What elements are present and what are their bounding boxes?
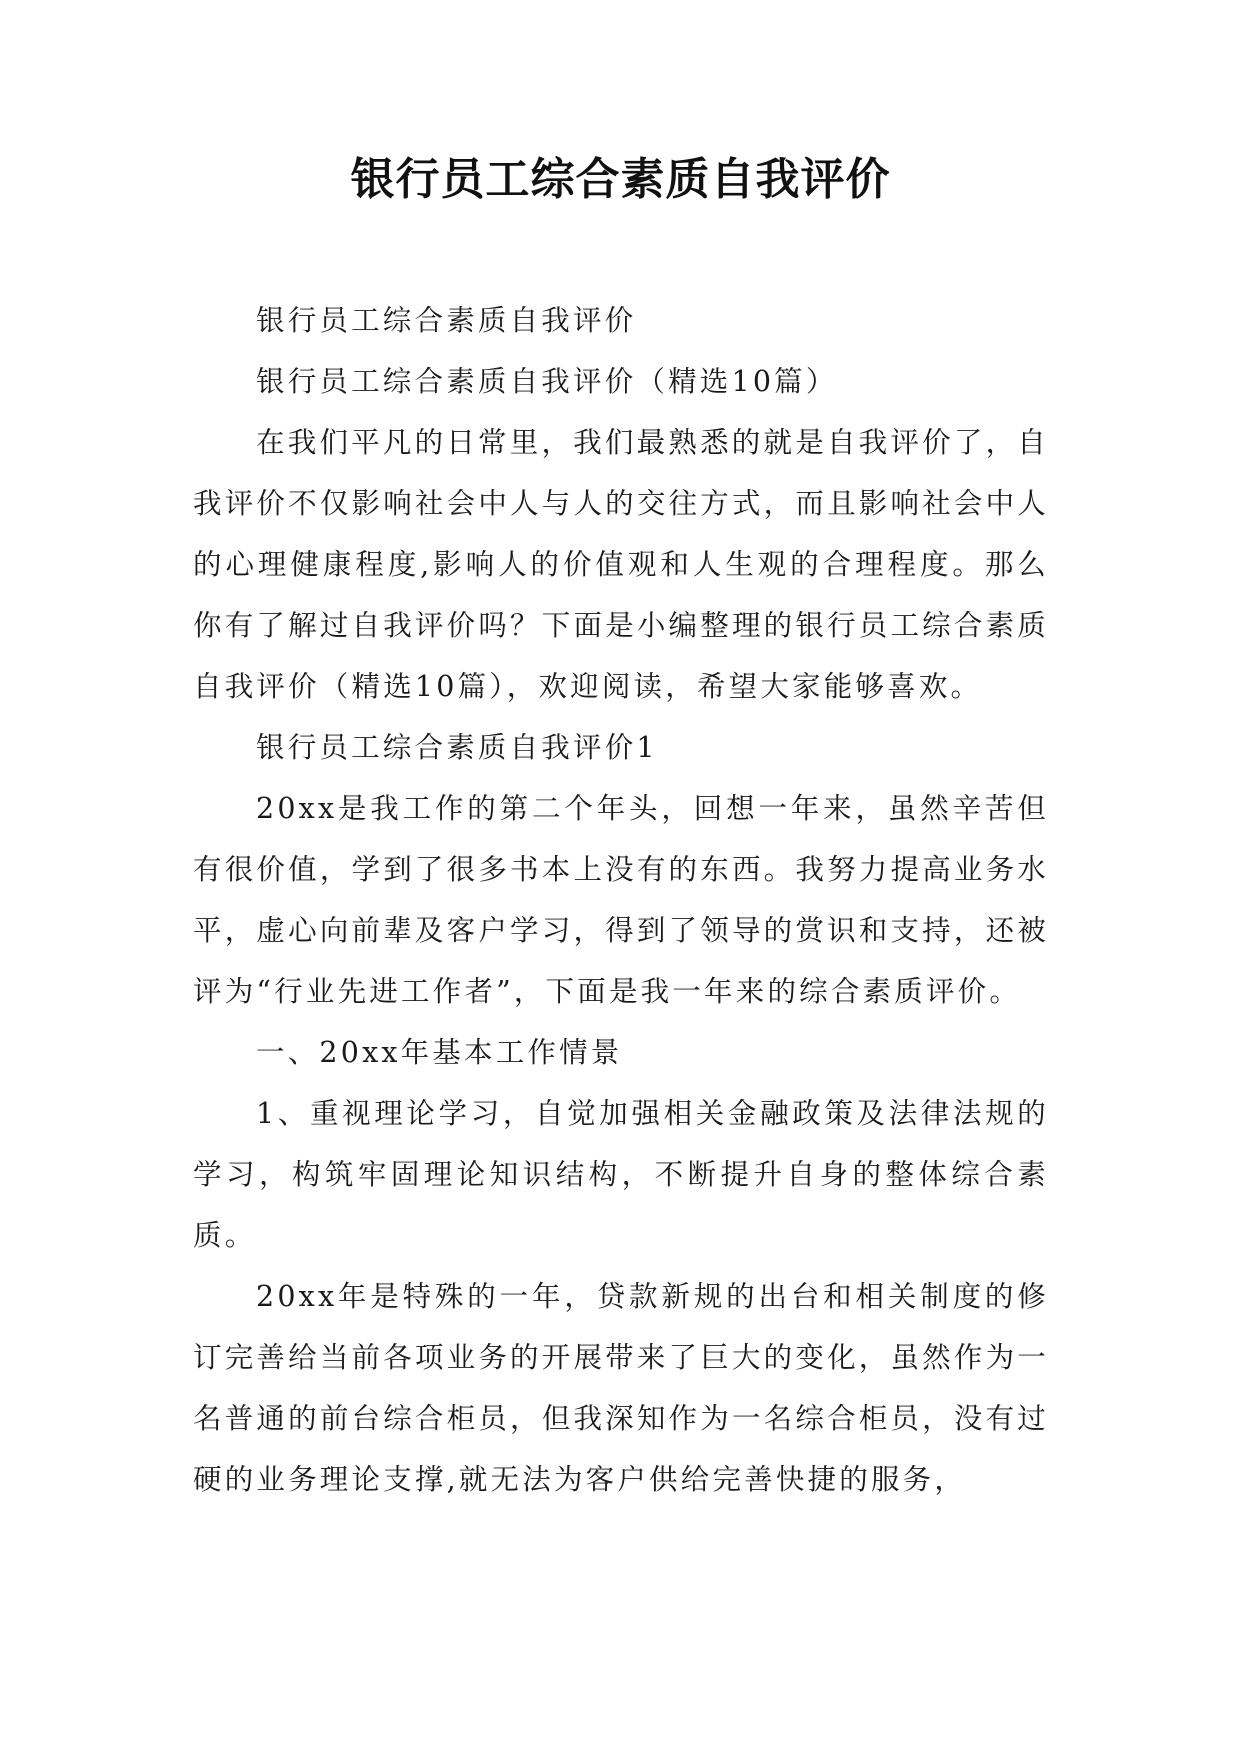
paragraph-subtitle: 银行员工综合素质自我评价: [256, 304, 637, 337]
document-title: 银行员工综合素质自我评价: [350, 154, 891, 205]
subsection-heading: 一、20xx年基本工作情景: [256, 1036, 623, 1069]
document-body: [193, 290, 1049, 1510]
paragraph-intro: 在我们平凡的日常里，我们最熟悉的就是自我评价了，自我评价不仅影响社会中人与人的交往方式，而且影响社会中人的心理健康程度,影响人的价值观和人生观的合理程度。那么你有了解过自我评价吗？下面是小编整理的银行员工综合素质自我评价（精选10篇），欢迎阅读，希望大家能够喜欢。: [193, 426, 1049, 703]
paragraph-subtitle-selected: 银行员工综合素质自我评价（精选10篇）: [256, 365, 838, 398]
paragraph-body: 20xx年是特殊的一年，贷款新规的出台和相关制度的修订完善给当前各项业务的开展带来了巨大的变化，虽然作为一名普通的前台综合柜员，但我深知作为一名综合柜员，没有过硬的业务理论支撑,就无法为客户供给完善快捷的服务，: [193, 1280, 1049, 1496]
list-item-1: 1、重视理论学习，自觉加强相关金融政策及法律法规的学习，构筑牢固理论知识结构，不断提升自身的整体综合素质。: [193, 1097, 1049, 1252]
section-heading-1: 银行员工综合素质自我评价1: [256, 731, 658, 764]
paragraph-section-1: 20xx是我工作的第二个年头，回想一年来，虽然辛苦但有很价值，学到了很多书本上没有的东西。我努力提高业务水平，虚心向前辈及客户学习，得到了领导的赏识和支持，还被评为“行业先进工作者”，下面是我一年来的综合素质评价。: [193, 792, 1049, 1008]
